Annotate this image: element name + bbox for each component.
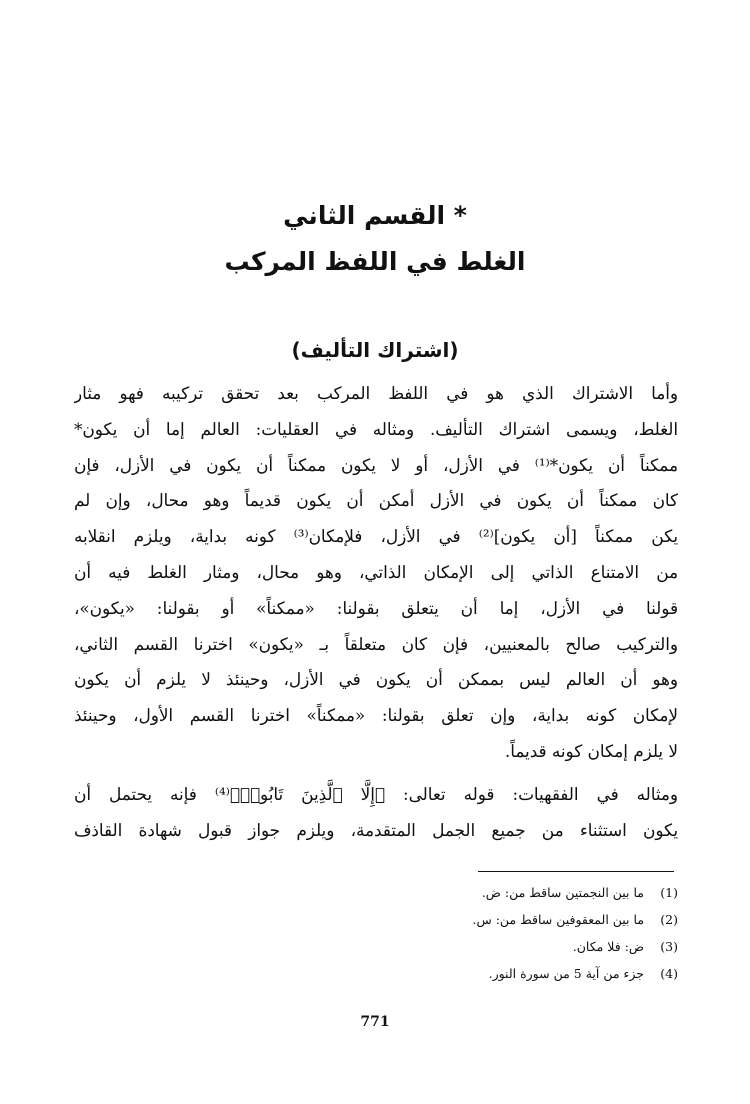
text-line: قولنا في الأزل، إما أن يتعلق بقولنا: «ممكناً» أو بقولنا: «يكون»، bbox=[74, 597, 678, 618]
section-heading: (اشتراك التأليف) bbox=[291, 338, 459, 362]
paragraph-gap bbox=[74, 770, 678, 777]
chapter-title-line-2: الغلط في اللفظ المركب bbox=[224, 247, 526, 276]
text-line: كان ممكناً أن يكون في الأزل أمكن أن يكون قديماً وهو محال، وإن لم bbox=[74, 490, 678, 511]
footnotes bbox=[74, 879, 678, 987]
footnote-number: (4) bbox=[660, 966, 678, 981]
text-line: لإمكان كونه بداية، وإن تعلق بقولنا: «ممكناً» اخترنا القسم الأول، وحينئذ bbox=[74, 705, 678, 726]
footnote-2 bbox=[74, 906, 678, 933]
chapter-title bbox=[0, 193, 750, 285]
text-line: من الامتناع الذاتي إلى الإمكان الذاتي، وهو محال، ومثار الغلط فيه أن bbox=[74, 561, 678, 582]
paragraph-2 bbox=[74, 777, 678, 849]
text-line: يكن ممكناً [أن يكون]⁽²⁾ في الأزل، فلإمكان⁽³⁾ كونه بداية، ويلزم انقلابه bbox=[74, 526, 678, 547]
footnote-text: ما بين المعقوفين ساقط من: س. bbox=[472, 912, 645, 927]
footnote-text: جزء من آية 5 من سورة النور. bbox=[488, 966, 645, 981]
footnote-number: (3) bbox=[660, 939, 678, 954]
text-line: ومثاله في الفقهيات: قوله تعالى: ﴿إِلَّا ٱلَّذِينَ تَابُوا۟﴾⁽⁴⁾ فإنه يحتمل أن bbox=[74, 783, 678, 804]
footnote-4 bbox=[74, 960, 678, 987]
footnote-text: ما بين النجمتين ساقط من: ض. bbox=[481, 885, 645, 900]
footnote-1 bbox=[74, 879, 678, 906]
text-line: يكون استثناء من جميع الجمل المتقدمة، ويلزم جواز قبول شهادة القاذف bbox=[74, 819, 678, 840]
chapter-title-line-1: * القسم الثاني bbox=[283, 201, 467, 230]
body-text bbox=[74, 376, 678, 848]
text-line: وهو أن العالم ليس بممكن أن يكون في الأزل، وحينئذ لا يلزم أن يكون bbox=[74, 669, 678, 690]
footnote-number: (1) bbox=[660, 885, 678, 900]
footnote-text: ض: فلا مكان. bbox=[572, 939, 645, 954]
text-line: وأما الاشتراك الذي هو في اللفظ المركب بعد تحقق تركيبه فهو مثار bbox=[74, 383, 678, 403]
page-number: 771 bbox=[360, 1014, 390, 1030]
text-line: والتركيب صالح بالمعنيين، فإن كان متعلقاً بـ «يكون» اخترنا القسم الثاني، bbox=[74, 633, 678, 654]
text-line: لا يلزم إمكان كونه قديماً. bbox=[504, 740, 678, 761]
text-line: ممكناً أن يكون*⁽¹⁾ في الأزل، أو لا يكون ممكناً أن يكون في الأزل، فإن bbox=[74, 454, 678, 475]
footnote-number: (2) bbox=[660, 912, 678, 927]
text-line: الغلط، ويسمى اشتراك التأليف. ومثاله في العقليات: العالم إما أن يكون* bbox=[74, 418, 678, 439]
paragraph-1 bbox=[74, 376, 678, 770]
footnote-3 bbox=[74, 933, 678, 960]
footnote-separator bbox=[478, 871, 674, 872]
